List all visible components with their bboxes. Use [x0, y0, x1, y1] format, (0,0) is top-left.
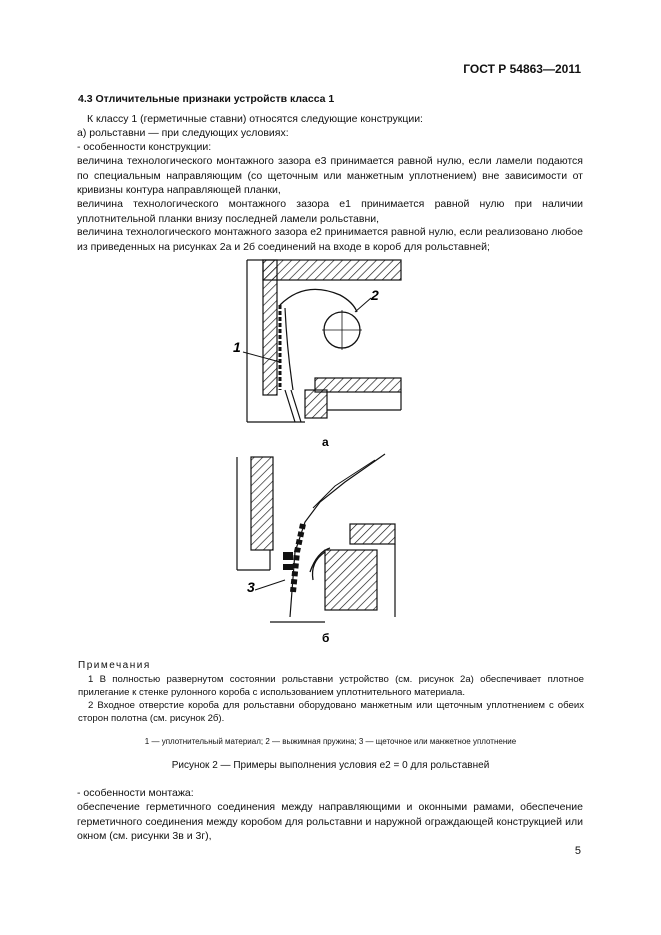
- figure-2b-drawing: [225, 452, 415, 652]
- callout-2: 2: [371, 287, 379, 303]
- figure-2a-drawing: [225, 250, 415, 450]
- paragraph-gap-e2: величина технологического монтажного зазора е2 принимается равной нулю, если реализовано любое из приведенных на рисунках 2а и 2б соединений на входе в короб для рольставней;: [77, 226, 583, 253]
- figure-label-a: а: [322, 435, 329, 449]
- callout-1: 1: [233, 339, 241, 355]
- left-wall-hatch: [263, 260, 277, 395]
- paragraph-mounting-sealing: обеспечение герметичного соединения между направляющими и оконными рамами, обеспечение герметичного соединения между коробом для рольставни и наружной ограждающей конструкцией или окном (см. рисунки 3в и 3г),: [77, 801, 583, 842]
- paragraph-gap-e1: величина технологического монтажного зазора е1 принимается равной нулю при наличии уплотнительной планки внизу последней ламели рольставни,: [77, 198, 583, 225]
- figure-legend: 1 — уплотнительный материал; 2 — выжимная пружина; 3 — щеточное или манжетное уплотнение: [144, 737, 517, 746]
- page-number: 5: [574, 845, 581, 857]
- top-wall-hatch: [263, 260, 401, 280]
- paragraph-rollshutters: а) рольставни — при следующих условиях:: [77, 127, 289, 139]
- paragraph-design-features: - особенности конструкции:: [77, 141, 212, 153]
- figure-label-b: б: [322, 631, 330, 645]
- paragraph-gap-e3: величина технологического монтажного зазора е3 принимается равной нулю, если ламели подаются по специальным направляющим (со щеточным или манжетным уплотнением) вне зависимости от кривизны контура направляющей планки,: [77, 155, 583, 196]
- section-heading: 4.3 Отличительные признаки устройств класса 1: [78, 93, 335, 105]
- note-2: 2 Входное отверстие короба для рольставни оборудовано манжетным или щеточным уплотнением с обеих сторон полотна (см. рисунок 2б).: [78, 700, 584, 724]
- notes-title: Примечания: [78, 660, 151, 671]
- note-1: 1 В полностью развернутом состоянии рольставни устройство (см. рисунок 2а) обеспечивает плотное прилегание к стенке рулонного короба с использованием уплотнительного материала.: [78, 674, 584, 698]
- figure-caption: Рисунок 2 — Примеры выполнения условия е2 = 0 для рольставней: [171, 760, 490, 771]
- paragraph-class1-intro: К классу 1 (герметичные ставни) относятся следующие конструкции:: [87, 113, 423, 125]
- document-id: ГОСТ Р 54863—2011: [463, 62, 581, 76]
- paragraph-mounting-features: - особенности монтажа:: [77, 787, 194, 799]
- callout-3: 3: [247, 579, 255, 595]
